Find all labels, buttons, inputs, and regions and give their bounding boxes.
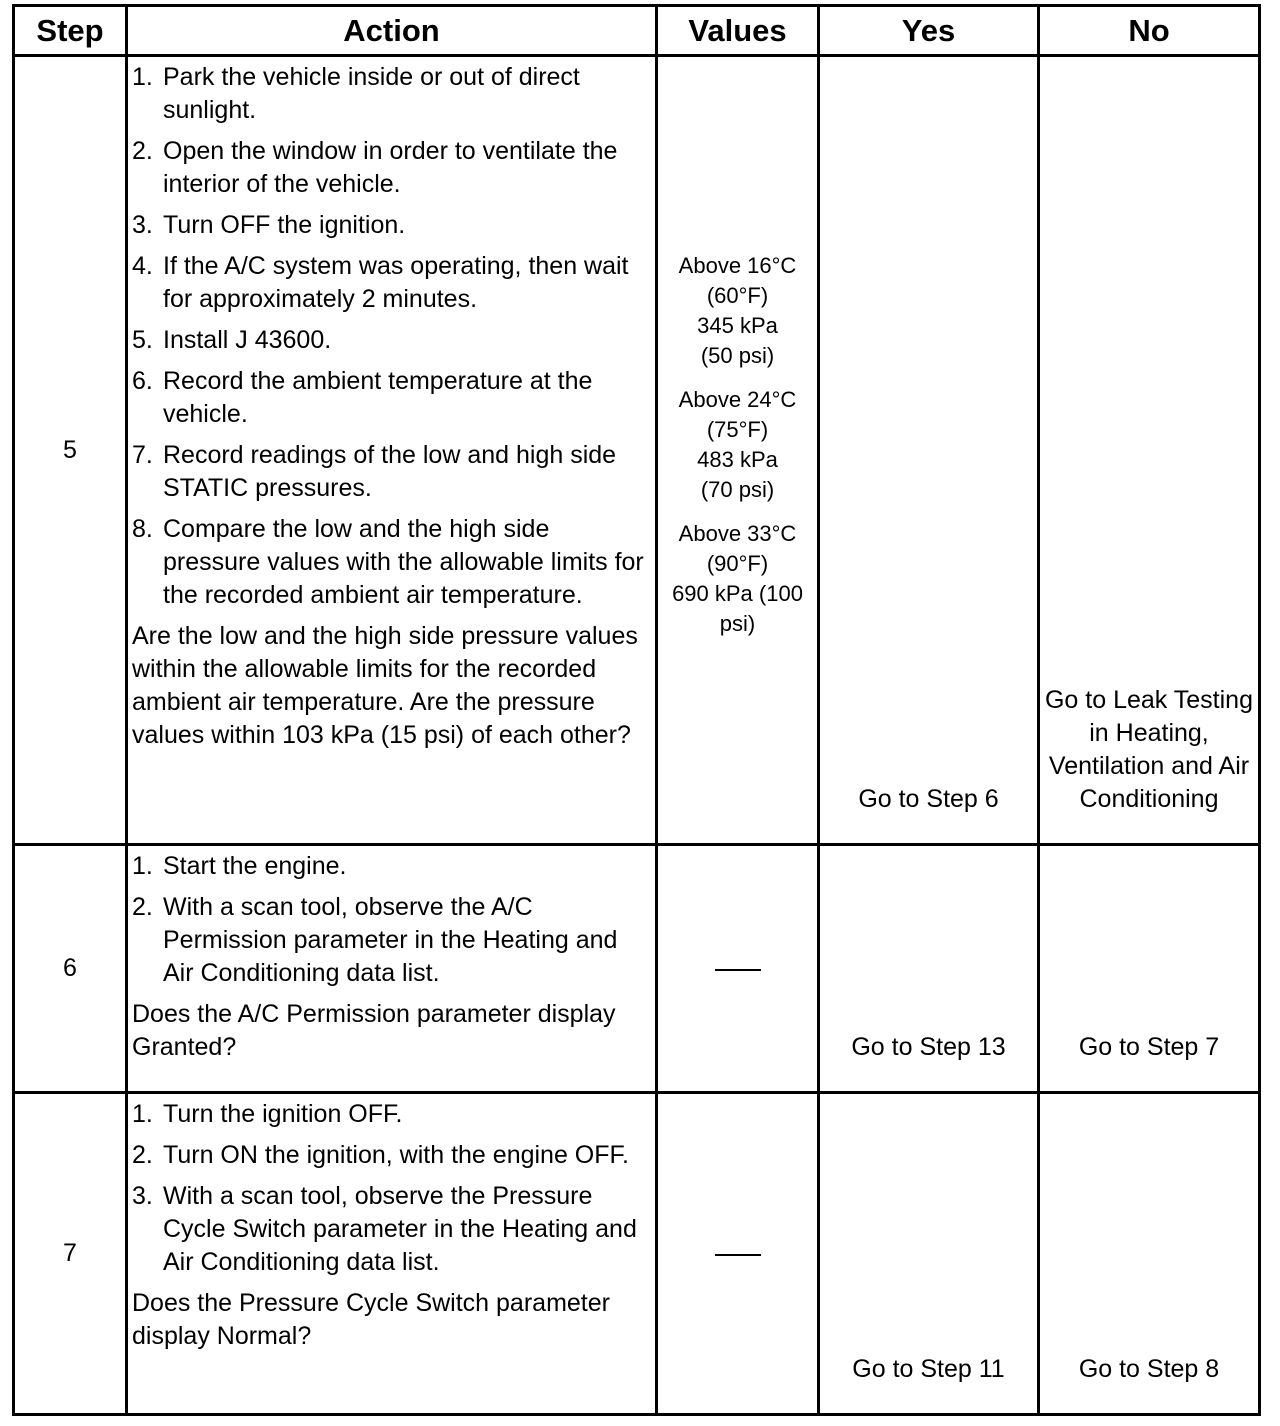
item-number: 2. xyxy=(132,893,153,921)
table-row-step-6 xyxy=(14,845,1260,1093)
header-row xyxy=(14,6,1260,56)
value-pressure-kpa: 690 kPa (100 xyxy=(672,581,803,606)
item-text: With a scan tool, observe the A/C Permission parameter in the Heating and Air Conditioning data list. xyxy=(163,893,618,987)
no-cell: Go to Step 7 xyxy=(1039,845,1260,1093)
header-action: Action xyxy=(127,6,657,56)
item-number: 1. xyxy=(132,1100,153,1128)
question-text: Are the low and the high side pressure values within the allowable limits for the recorded ambient air temperature. Are the pressure values within 103 kPa (15 psi) of each other? xyxy=(132,622,638,749)
value-temp-f: (60°F) xyxy=(706,283,769,308)
value-temp-c: Above 16°C xyxy=(678,253,797,278)
item-number: 4. xyxy=(132,252,153,280)
value-temp-f: (90°F) xyxy=(706,551,769,576)
step-number: 6 xyxy=(14,845,127,1093)
action-item xyxy=(132,850,653,883)
item-number: 7. xyxy=(132,441,153,469)
step-number: 7 xyxy=(14,1093,127,1415)
action-item xyxy=(132,135,653,201)
table-row-step-5 xyxy=(14,56,1260,845)
item-text: Start the engine. xyxy=(163,852,347,880)
action-item xyxy=(132,209,653,242)
value-group xyxy=(658,251,817,371)
action-cell xyxy=(127,1093,657,1415)
value-group xyxy=(658,519,817,639)
question-text: Does the Pressure Cycle Switch parameter display Normal? xyxy=(132,1289,610,1350)
item-number: 3. xyxy=(132,1182,153,1210)
item-text: Compare the low and the high side pressure values with the allowable limits for the recorded ambient air temperature. xyxy=(163,515,644,609)
item-text: With a scan tool, observe the Pressure Cycle Switch parameter in the Heating and Air Conditioning data list. xyxy=(163,1182,637,1276)
value-pressure-psi: (50 psi) xyxy=(700,343,775,368)
header-values: Values xyxy=(657,6,819,56)
action-item xyxy=(132,61,653,127)
item-text: Open the window in order to ventilate the interior of the vehicle. xyxy=(163,137,618,198)
item-number: 1. xyxy=(132,63,153,91)
item-text: Turn ON the ignition, with the engine OFF. xyxy=(163,1141,629,1169)
table-row-step-7 xyxy=(14,1093,1260,1415)
value-temp-c: Above 33°C xyxy=(678,521,797,546)
question-text: Does the A/C Permission parameter display Granted? xyxy=(132,1000,616,1061)
item-text: Park the vehicle inside or out of direct sunlight. xyxy=(163,63,580,124)
no-cell: Go to Step 8 xyxy=(1039,1093,1260,1415)
action-cell xyxy=(127,845,657,1093)
values-cell xyxy=(657,845,819,1093)
value-pressure-psi: (70 psi) xyxy=(700,477,775,502)
item-number: 6. xyxy=(132,367,153,395)
not-applicable-dash xyxy=(715,1254,761,1256)
action-item xyxy=(132,365,653,431)
yes-cell: Go to Step 11 xyxy=(819,1093,1039,1415)
diagnostic-table xyxy=(12,4,1261,1416)
action-item xyxy=(132,1180,653,1279)
yes-cell: Go to Step 6 xyxy=(819,56,1039,845)
value-temp-f: (75°F) xyxy=(706,417,769,442)
value-pressure-kpa: 483 kPa xyxy=(697,447,778,472)
no-cell: Go to Leak Testing in Heating, Ventilation and Air Conditioning xyxy=(1039,56,1260,845)
action-list xyxy=(132,850,653,990)
action-item xyxy=(132,891,653,990)
item-number: 1. xyxy=(132,852,153,880)
step-number: 5 xyxy=(14,56,127,845)
item-number: 5. xyxy=(132,326,153,354)
item-text: Install J 43600. xyxy=(163,326,332,354)
action-item xyxy=(132,1098,653,1131)
action-item xyxy=(132,324,653,357)
yes-cell: Go to Step 13 xyxy=(819,845,1039,1093)
values-cell xyxy=(657,56,819,845)
action-item xyxy=(132,439,653,505)
value-temp-c: Above 24°C xyxy=(678,387,797,412)
item-number: 2. xyxy=(132,1141,153,1169)
header-step: Step xyxy=(14,6,127,56)
item-number: 2. xyxy=(132,137,153,165)
action-cell xyxy=(127,56,657,845)
value-pressure-psi: psi) xyxy=(719,611,756,636)
item-text: Record readings of the low and high side STATIC pressures. xyxy=(163,441,617,502)
action-item xyxy=(132,1139,653,1172)
values-cell xyxy=(657,1093,819,1415)
item-number: 3. xyxy=(132,211,153,239)
not-applicable-dash xyxy=(715,969,761,971)
item-text: If the A/C system was operating, then wait for approximately 2 minutes. xyxy=(163,252,629,313)
action-list xyxy=(132,61,653,612)
item-text: Turn OFF the ignition. xyxy=(163,211,406,239)
action-item xyxy=(132,250,653,316)
action-list xyxy=(132,1098,653,1279)
action-item xyxy=(132,513,653,612)
value-pressure-kpa: 345 kPa xyxy=(697,313,778,338)
value-group xyxy=(658,385,817,505)
item-text: Record the ambient temperature at the vehicle. xyxy=(163,367,593,428)
item-text: Turn the ignition OFF. xyxy=(163,1100,403,1128)
item-number: 8. xyxy=(132,515,153,543)
header-yes: Yes xyxy=(819,6,1039,56)
header-no: No xyxy=(1039,6,1260,56)
